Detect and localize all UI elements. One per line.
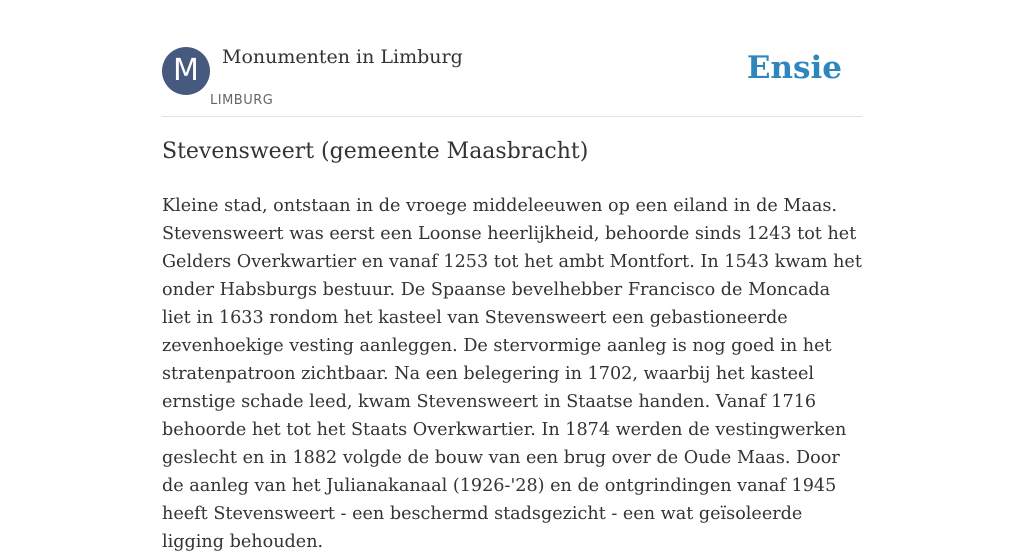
avatar: M: [162, 47, 210, 95]
header: [162, 40, 862, 117]
book-title[interactable]: Monumenten in Limburg: [222, 46, 463, 68]
category-label[interactable]: LIMBURG: [210, 93, 274, 108]
brand-logo[interactable]: Ensie: [746, 50, 842, 86]
article-body: Kleine stad, ontstaan in de vroege middeleeuwen op een eiland in de Maas. Stevensweert was eerst een Loonse heerlijkheid, behoorde sinds 1243 tot het Gelders Overkwartier en vanaf 1253 tot het ambt Montfort. In 1543 kwam het onder Habsburgs bestuur. De Spaanse bevelhebber Francisco de Moncada liet in 1633 rondom het kasteel van Stevensweert een gebastioneerde zevenhoekige vesting aanleggen. De stervormige aanleg is nog goed in het stratenpatroon zichtbaar. Na een belegering in 1702, waarbij het kasteel ernstige schade leed, kwam Stevensweert in Staatse handen. Vanaf 1716 behoorde het tot het Staats Overkwartier. In 1874 werden de vestingwerken geslecht en in 1882 volgde de bouw van een brug over de Oude Maas. Door de aanleg van het Julianakanaal (1926-'28) en de ontgrindingen vanaf 1945 heeft Stevensweert - een beschermd stadsgezicht - een wat geïsoleerde ligging behouden.: [162, 196, 862, 552]
article-title: Stevensweert (gemeente Maasbracht): [162, 139, 589, 164]
